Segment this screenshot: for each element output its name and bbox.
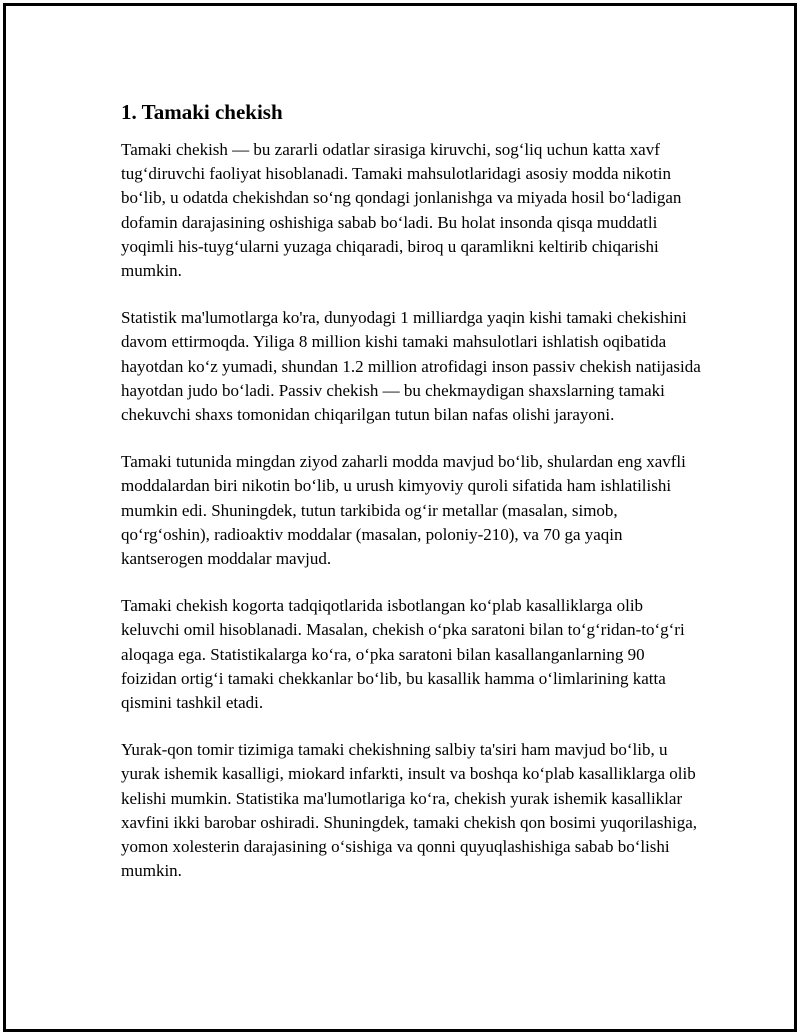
paragraph-3: Tamaki tutunida mingdan ziyod zaharli modda mavjud bo‘lib, shulardan eng xavfli moddalardan biri nikotin bo‘lib, u urush kimyoviy quroli sifatida ham ishlatilishi mumkin edi. Shuningdek, tutun tarkibida og‘ir metallar (masalan, simob, qo‘rg‘oshin), radioaktiv moddalar (masalan, poloniy-210), va 70 ga yaqin kantserogen moddalar mavjud.: [121, 452, 686, 569]
paragraph-2: Statistik ma'lumotlarga ko'ra, dunyodagi 1 milliardga yaqin kishi tamaki chekishini davom ettirmoqda. Yiliga 8 million kishi tamaki mahsulotlari ishlatish oqibatida hayotdan ko‘z yumadi, shundan 1.2 million atrofidagi inson passiv chekish natijasida hayotdan judo bo‘ladi. Passiv chekish — bu chekmaydigan shaxslarning tamaki chekuvchi shaxs tomonidan chiqarilgan tutun bilan nafas olishi jarayoni.: [121, 308, 701, 425]
document-body: [121, 98, 701, 906]
page-frame: [3, 3, 797, 1032]
section-title: 1. Tamaki chekish: [121, 100, 283, 124]
paragraph-5: Yurak-qon tomir tizimiga tamaki chekishning salbiy ta'siri ham mavjud bo‘lib, u yurak ishemik kasalligi, miokard infarkti, insult va boshqa ko‘plab kasalliklarga olib kelishi mumkin. Statistika ma'lumotlariga ko‘ra, chekish yurak ishemik kasalliklar xavfini ikki barobar oshiradi. Shuningdek, tamaki chekish qon bosimi yuqorilashiga, yomon xolesterin darajasining o‘sishiga va qonni quyuqlashishiga sabab bo‘lishi mumkin.: [121, 740, 698, 881]
paragraph-4: Tamaki chekish kogorta tadqiqotlarida isbotlangan ko‘plab kasalliklarga olib keluvchi omil hisoblanadi. Masalan, chekish o‘pka saratoni bilan to‘g‘ridan-to‘g‘ri aloqaga ega. Statistikalarga ko‘ra, o‘pka saratoni bilan kasallanganlarning 90 foizidan ortig‘i tamaki chekkanlar bo‘lib, bu kasallik hamma o‘limlarining katta qismini tashkil etadi.: [121, 596, 685, 713]
paragraph-1: Tamaki chekish — bu zararli odatlar sirasiga kiruvchi, sog‘liq uchun katta xavf tug‘diruvchi faoliyat hisoblanadi. Tamaki mahsulotlaridagi asosiy modda nikotin bo‘lib, u odatda chekishdan so‘ng qondagi jonlanishga va miyada hosil bo‘ladigan dofamin darajasining oshishiga sabab bo‘ladi. Bu holat insonda qisqa muddatli yoqimli his-tuyg‘ularni yuzaga chiqaradi, biroq u qaramlikni keltirib chiqarishi mumkin.: [121, 140, 682, 281]
